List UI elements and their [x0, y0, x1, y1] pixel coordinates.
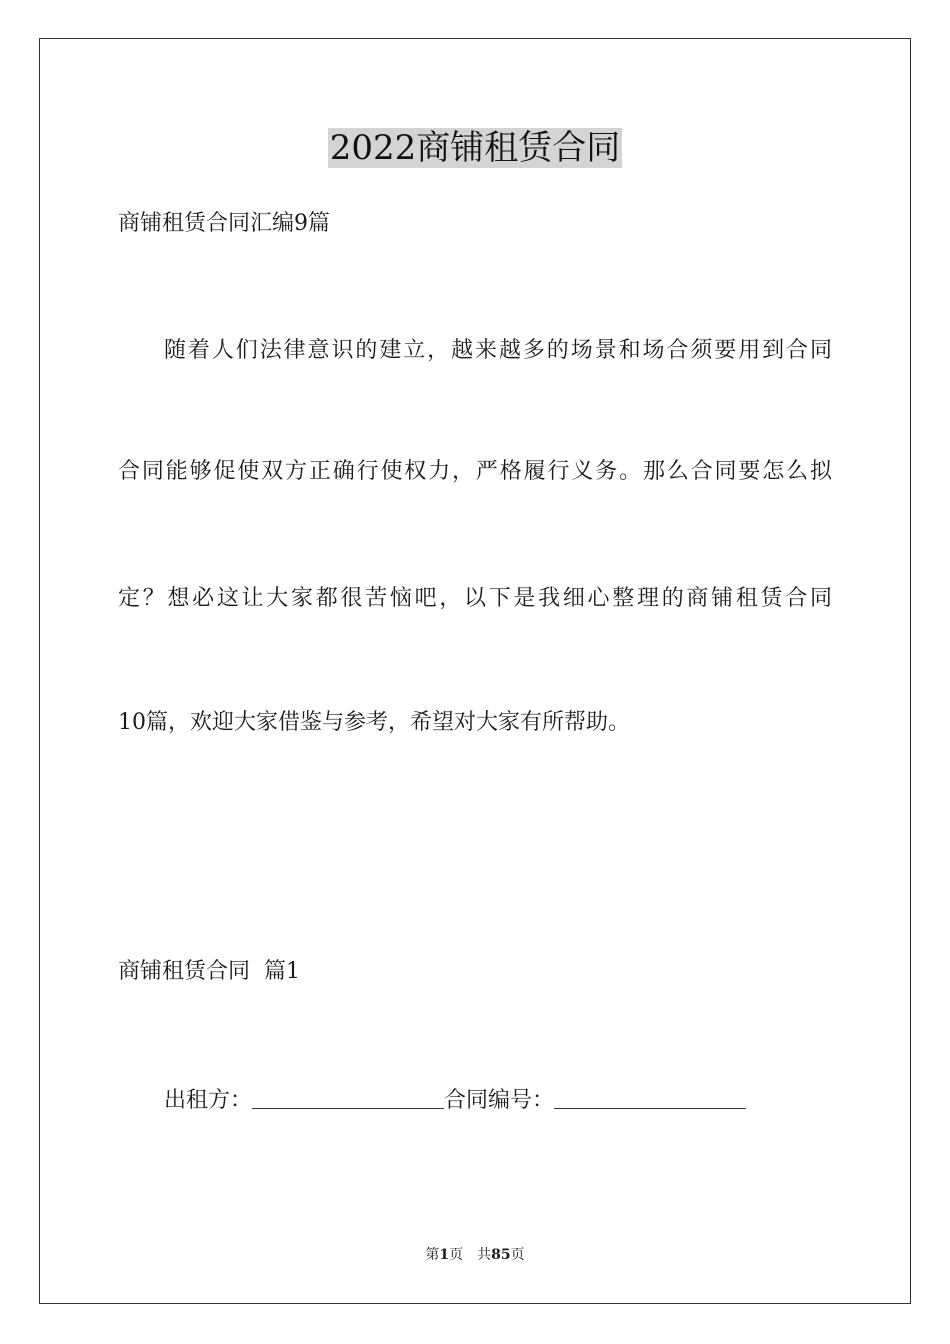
current-page-number: 1	[439, 1247, 450, 1263]
page-suffix: 页	[510, 1247, 525, 1263]
document-title: 2022商铺租赁合同	[329, 128, 621, 168]
section-heading: 商铺租赁合同 篇1	[118, 959, 300, 984]
page-prefix: 第	[425, 1247, 440, 1263]
contract-number-label: 合同编号：	[444, 1088, 555, 1113]
lessor-blank-line	[252, 1084, 444, 1109]
title-container	[0, 128, 950, 168]
page-mid-text: 页 共	[449, 1247, 492, 1263]
lessor-label: 出租方：	[164, 1088, 253, 1113]
page-footer	[0, 1246, 950, 1264]
document-subtitle: 商铺租赁合同汇编9篇	[118, 211, 330, 236]
intro-line-4: 10篇，欢迎大家借鉴与参考，希望对大家有所帮助。	[118, 710, 630, 735]
contract-fields-row	[164, 1082, 746, 1116]
total-page-number: 85	[491, 1247, 511, 1263]
intro-line-1: 随着人们法律意识的建立，越来越多的场景和场合须要用到合同	[164, 338, 832, 363]
contract-number-blank-line	[554, 1084, 746, 1109]
intro-line-2: 合同能够促使双方正确行使权力，严格履行义务。那么合同要怎么拟	[118, 459, 832, 484]
intro-line-3: 定？想必这让大家都很苦恼吧，以下是我细心整理的商铺租赁合同	[118, 586, 832, 611]
